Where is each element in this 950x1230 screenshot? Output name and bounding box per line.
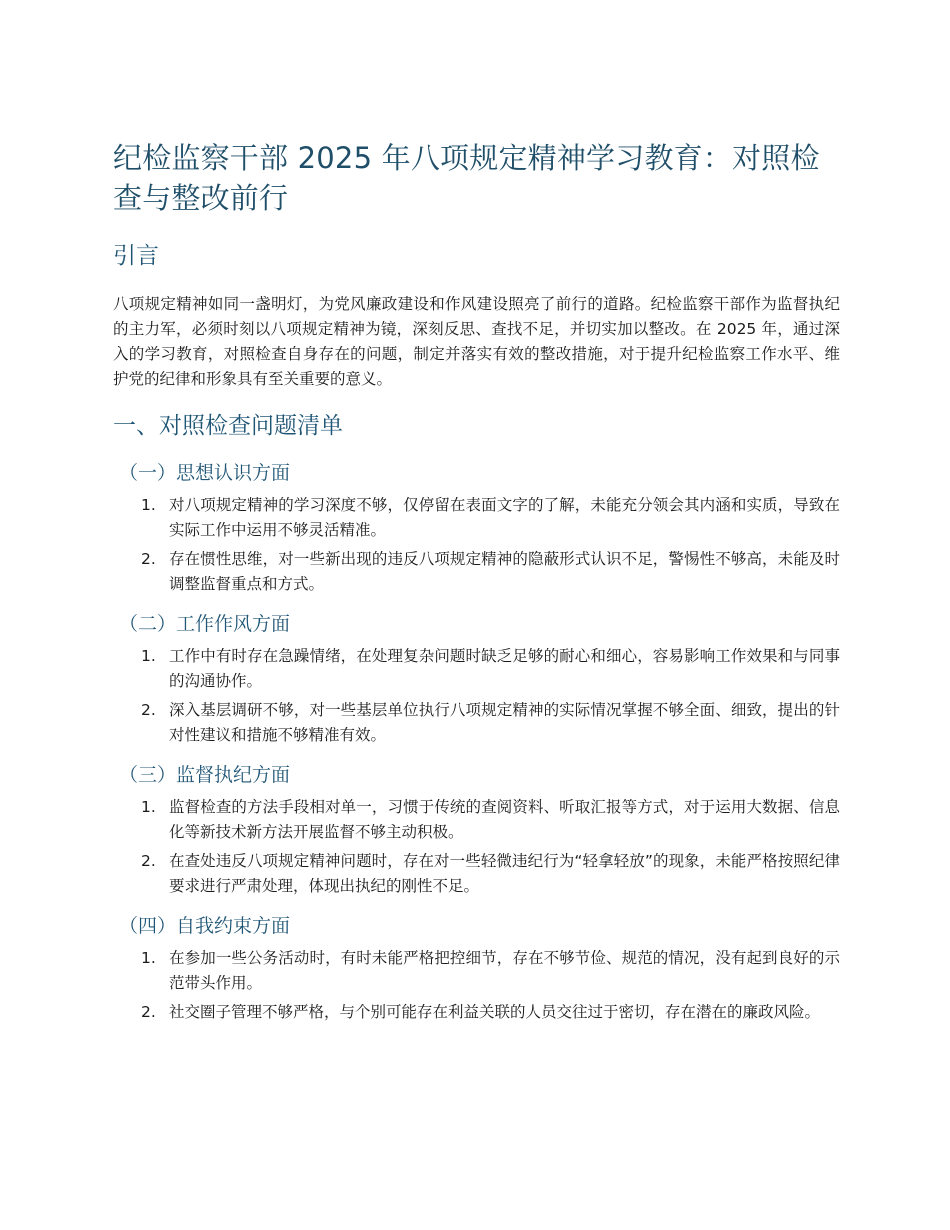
list-item-text: 存在惯性思维，对一些新出现的违反八项规定精神的隐蔽形式认识不足，警惕性不够高，未能及时调整监督重点和方式。 <box>169 550 840 593</box>
list-item-number: 2. <box>141 852 156 870</box>
subsection-heading-self-discipline: （四）自我约束方面 <box>119 915 291 937</box>
subsection-heading-thought: （一）思想认识方面 <box>119 462 291 484</box>
list-item-number: 1. <box>141 949 156 967</box>
list-item-text: 在参加一些公务活动时，有时未能严格把控细节，存在不够节俭、规范的情况，没有起到良好的示范带头作用。 <box>169 949 840 992</box>
document-page <box>113 138 840 1029</box>
list-item <box>113 644 840 694</box>
list-item-number: 2. <box>141 550 156 568</box>
intro-heading: 引言 <box>113 243 159 269</box>
list-item <box>113 795 840 845</box>
list-item-number: 1. <box>141 798 156 816</box>
issue-list-supervision <box>113 795 840 899</box>
list-item-text: 对八项规定精神的学习深度不够，仅停留在表面文字的了解，未能充分领会其内涵和实质，导致在实际工作中运用不够灵活精准。 <box>169 496 840 539</box>
issue-list-self-discipline <box>113 946 840 1025</box>
list-item <box>113 849 840 899</box>
list-item-number: 1. <box>141 496 156 514</box>
list-item <box>113 547 840 597</box>
list-item-text: 监督检查的方法手段相对单一，习惯于传统的查阅资料、听取汇报等方式，对于运用大数据、信息化等新技术新方法开展监督不够主动积极。 <box>169 798 840 841</box>
issue-list-work-style <box>113 644 840 748</box>
intro-paragraph: 八项规定精神如同一盏明灯，为党风廉政建设和作风建设照亮了前行的道路。纪检监察干部作为监督执纪的主力军，必须时刻以八项规定精神为镜，深刻反思、查找不足，并切实加以整改。在 2025 年，通过深入的学习教育，对照检查自身存在的问题，制定并落实有效的整改措施，对于提升纪检监察工作水平、维护党的纪律和形象具有至关重要的意义。 <box>113 295 840 388</box>
list-item <box>113 946 840 996</box>
list-item-text: 工作中有时存在急躁情绪，在处理复杂问题时缺乏足够的耐心和细心，容易影响工作效果和与同事的沟通协作。 <box>169 647 840 690</box>
list-item-number: 2. <box>141 1003 156 1021</box>
list-item-text: 社交圈子管理不够严格，与个别可能存在利益关联的人员交往过于密切，存在潜在的廉政风险。 <box>169 1003 821 1021</box>
section-heading: 一、对照检查问题清单 <box>113 413 343 439</box>
subsection-heading-work-style: （二）工作作风方面 <box>119 613 291 635</box>
subsection-heading-supervision: （三）监督执纪方面 <box>119 764 291 786</box>
list-item-text: 深入基层调研不够，对一些基层单位执行八项规定精神的实际情况掌握不够全面、细致，提出的针对性建议和措施不够精准有效。 <box>169 701 840 744</box>
list-item <box>113 493 840 543</box>
issue-list-thought <box>113 493 840 597</box>
list-item <box>113 698 840 748</box>
list-item <box>113 1000 840 1025</box>
document-title: 纪检监察干部 2025 年八项规定精神学习教育：对照检查与整改前行 <box>113 141 820 215</box>
list-item-number: 2. <box>141 701 156 719</box>
list-item-text: 在查处违反八项规定精神问题时，存在对一些轻微违纪行为“轻拿轻放”的现象，未能严格按照纪律要求进行严肃处理，体现出执纪的刚性不足。 <box>169 852 840 895</box>
list-item-number: 1. <box>141 647 156 665</box>
